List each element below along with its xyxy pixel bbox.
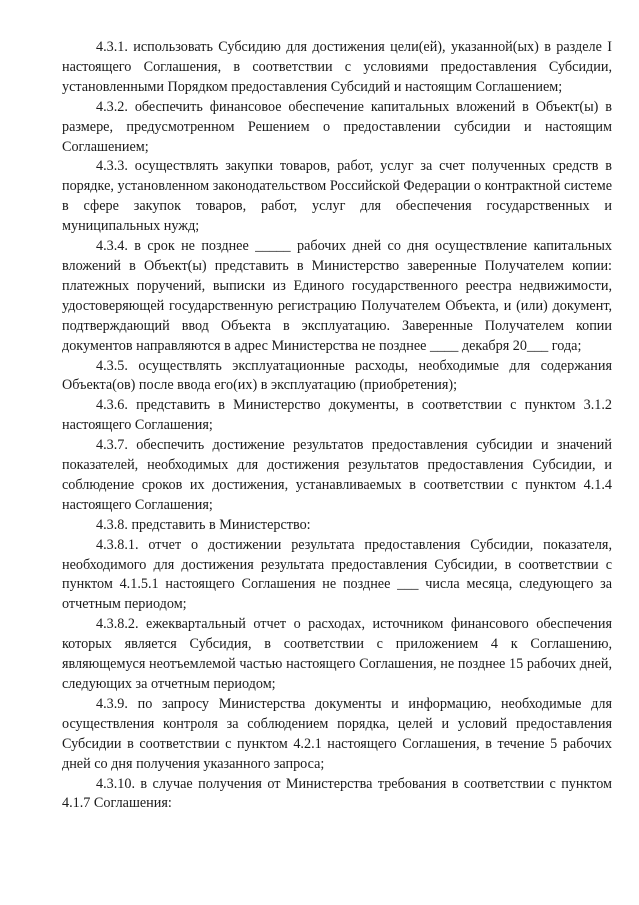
document-page [62,38,612,814]
clause-4-3-10: 4.3.10. в случае получения от Министерства требования в соответствии с пунктом 4.1.7 Соглашения: [62,775,612,812]
clause-4-3-1: 4.3.1. использовать Субсидию для достижения цели(ей), указанной(ых) в разделе I настоящего Соглашения, в соответствии с условиями предоставления Субсидии, установленными Порядком предоставления Субсидий и настоящим Соглашением; [62,39,612,95]
clause-4-3-5: 4.3.5. осуществлять эксплуатационные расходы, необходимые для содержания Объекта(ов) после ввода его(их) в эксплуатацию (приобретения); [62,357,612,394]
clause-4-3-6: 4.3.6. представить в Министерство документы, в соответствии с пунктом 3.1.2 настоящего Соглашения; [62,397,612,434]
clause-4-3-4: 4.3.4. в срок не позднее _____ рабочих дней со дня осуществление капитальных вложений в Объект(ы) представить в Министерство заверенные Получателем копии: платежных поручений, выписки из Единого государственного реестра недвижимости, удостоверяющей государственную регистрацию Получателем Объекта, и (или) документ, подтверждающий ввод Объекта в эксплуатацию. Заверенные Получателем копии документов направляются в адрес Министерства не позднее ____ декабря 20___ года; [62,238,612,354]
clause-4-3-2: 4.3.2. обеспечить финансовое обеспечение капитальных вложений в Объект(ы) в размере, предусмотренном Решением о предоставлении субсидии и настоящим Соглашением; [62,98,612,155]
clause-4-3-8-1: 4.3.8.1. отчет о достижении результата предоставления Субсидии, показателя, необходимого для достижения результата предоставления Субсидии, в соответствии с пунктом 4.1.5.1 настоящего Соглашения не позднее ___ числа месяца, следующего за отчетным периодом; [62,536,612,613]
clause-4-3-3: 4.3.3. осуществлять закупки товаров, работ, услуг за счет полученных средств в порядке, установленном законодательством Российской Федерации о контрактной системе в сфере закупок товаров, работ, услуг для обеспечения государственных и муниципальных нужд; [62,158,612,235]
clause-4-3-9: 4.3.9. по запросу Министерства документы и информацию, необходимые для осуществления контроля за соблюдением порядка, целей и условий предоставления Субсидии в соответствии с пунктом 4.2.1 настоящего Соглашения, в течение 5 рабочих дней со дня получения указанного запроса; [62,695,612,772]
clause-4-3-8-2: 4.3.8.2. ежеквартальный отчет о расходах, источником финансового обеспечения которых является Субсидия, в соответствии с приложением 4 к Соглашению, являющемуся неотъемлемой частью настоящего Соглашения, не позднее 15 рабочих дней, следующих за отчетным периодом; [62,616,612,692]
clause-4-3-8: 4.3.8. представить в Министерство: [96,516,311,533]
clause-4-3-7: 4.3.7. обеспечить достижение результатов предоставления субсидии и значений показателей, необходимых для достижения результатов предоставления Субсидии, и соблюдение сроков их достижения, устанавливаемых в соответствии с пунктом 4.1.4 настоящего Соглашения; [62,437,612,513]
